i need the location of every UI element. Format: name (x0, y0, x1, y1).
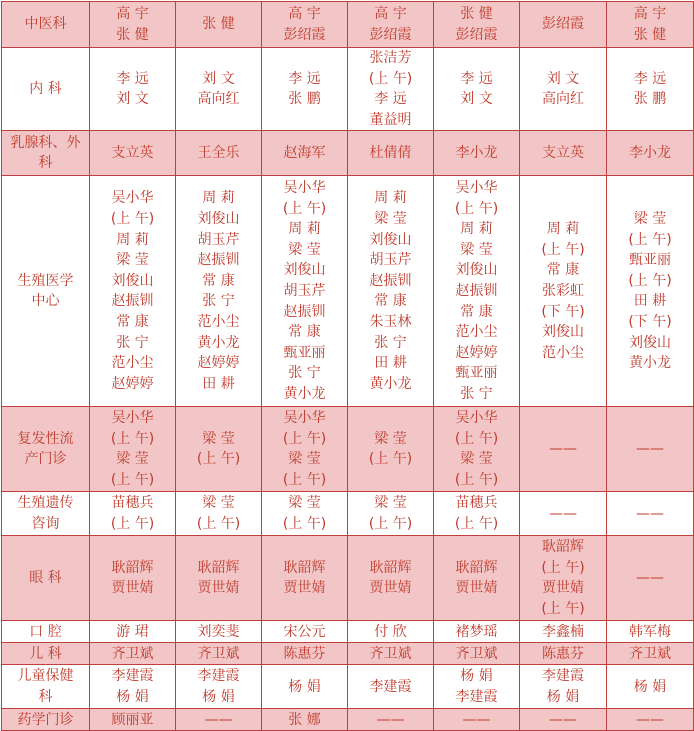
schedule-cell: 周 莉 梁 莹 刘俊山 胡玉芹 赵振钏 常 康 朱玉林 张 宁 田 耕 黄小龙 (348, 176, 434, 407)
dept-label: 口 腔 (2, 621, 90, 643)
table-row (2, 665, 694, 709)
schedule-cell: 耿韶辉 贾世婧 (176, 536, 262, 621)
schedule-cell: —— (520, 492, 607, 536)
schedule-cell: 齐卫斌 (176, 643, 262, 665)
schedule-cell: —— (434, 709, 520, 731)
schedule-cell: 张 健 彭绍霞 (434, 2, 520, 48)
schedule-cell: 苗穗兵 (上 午) (90, 492, 176, 536)
schedule-cell: 高 宇 张 健 (607, 2, 694, 48)
schedule-cell: 齐卫斌 (607, 643, 694, 665)
schedule-cell: 李小龙 (607, 131, 694, 176)
schedule-cell: 高 宇 彭绍霞 (348, 2, 434, 48)
schedule-cell: —— (607, 407, 694, 492)
schedule-cell: 张洁芳 (上 午) 李 远 董益明 (348, 48, 434, 131)
schedule-cell: 杨 娟 李建霞 (434, 665, 520, 709)
schedule-cell: 梁 莹 (上 午) (348, 407, 434, 492)
schedule-cell: 李 远 张 鹏 (262, 48, 348, 131)
schedule-cell: 耿韶辉 贾世婧 (262, 536, 348, 621)
doctor-schedule-table (1, 1, 694, 731)
table-row (2, 643, 694, 665)
schedule-cell: 李 远 刘 文 (90, 48, 176, 131)
schedule-cell: 梁 莹 (上 午) (348, 492, 434, 536)
schedule-cell: 高 宇 张 健 (90, 2, 176, 48)
schedule-cell: 吴小华 (上 午) 梁 莹 (上 午) (262, 407, 348, 492)
dept-label: 儿童保健 科 (2, 665, 90, 709)
schedule-cell: 吴小华 (上 午) 梁 莹 (上 午) (434, 407, 520, 492)
table-row (2, 709, 694, 731)
dept-label: 生殖遗传 咨询 (2, 492, 90, 536)
schedule-cell: 陈惠芬 (262, 643, 348, 665)
schedule-cell: —— (176, 709, 262, 731)
table-row (2, 2, 694, 48)
schedule-cell: 宋公元 (262, 621, 348, 643)
dept-label: 眼 科 (2, 536, 90, 621)
schedule-cell: 刘 文 高向红 (176, 48, 262, 131)
schedule-cell: 付 欣 (348, 621, 434, 643)
schedule-cell: 陈惠芬 (520, 643, 607, 665)
schedule-cell: 褚梦瑶 (434, 621, 520, 643)
schedule-cell: —— (520, 709, 607, 731)
schedule-cell: 苗穗兵 (上 午) (434, 492, 520, 536)
schedule-cell: 周 莉 刘俊山 胡玉芹 赵振钏 常 康 张 宁 范小尘 黄小龙 赵婷婷 田 耕 (176, 176, 262, 407)
schedule-cell: 彭绍霞 (520, 2, 607, 48)
schedule-cell: 杨 娟 (607, 665, 694, 709)
schedule-cell: 齐卫斌 (90, 643, 176, 665)
schedule-cell: 耿韶辉 贾世婧 (434, 536, 520, 621)
table-row (2, 131, 694, 176)
schedule-cell: 王全乐 (176, 131, 262, 176)
table-row (2, 407, 694, 492)
schedule-cell: 李建霞 杨 娟 (520, 665, 607, 709)
table-row (2, 48, 694, 131)
schedule-cell: 梁 莹 (上 午) (176, 407, 262, 492)
schedule-cell: 齐卫斌 (434, 643, 520, 665)
schedule-cell: 高 宇 彭绍霞 (262, 2, 348, 48)
dept-label: 儿 科 (2, 643, 90, 665)
schedule-cell: 杜倩倩 (348, 131, 434, 176)
table-row (2, 176, 694, 407)
schedule-cell: 李小龙 (434, 131, 520, 176)
schedule-cell: 支立英 (520, 131, 607, 176)
schedule-cell: 刘 文 高向红 (520, 48, 607, 131)
schedule-cell: 支立英 (90, 131, 176, 176)
schedule-cell: 吴小华 (上 午) 梁 莹 (上 午) (90, 407, 176, 492)
schedule-cell: 耿韶辉 贾世婧 (348, 536, 434, 621)
schedule-cell: 李建霞 (348, 665, 434, 709)
dept-label: 药学门诊 (2, 709, 90, 731)
schedule-cell: 顾丽亚 (90, 709, 176, 731)
schedule-cell: 张 娜 (262, 709, 348, 731)
schedule-cell: 李 远 刘 文 (434, 48, 520, 131)
schedule-cell: 吴小华 (上 午) 周 莉 梁 莹 刘俊山 胡玉芹 赵振钏 常 康 甄亚丽 张 宁 黄小龙 (262, 176, 348, 407)
schedule-cell: 周 莉 (上 午) 常 康 张彩虹 (下 午) 刘俊山 范小尘 (520, 176, 607, 407)
table-row (2, 492, 694, 536)
dept-label: 复发性流 产门诊 (2, 407, 90, 492)
schedule-cell: 吴小华 (上 午) 周 莉 梁 莹 刘俊山 赵振钏 常 康 张 宁 范小尘 赵婷婷 (90, 176, 176, 407)
schedule-cell: 李 远 张 鹏 (607, 48, 694, 131)
dept-label: 中医科 (2, 2, 90, 48)
schedule-cell: 韩军梅 (607, 621, 694, 643)
schedule-cell: 刘奕斐 (176, 621, 262, 643)
dept-label: 内 科 (2, 48, 90, 131)
table-row (2, 536, 694, 621)
schedule-cell: —— (607, 709, 694, 731)
schedule-cell: —— (607, 492, 694, 536)
schedule-cell: 李建霞 杨 娟 (90, 665, 176, 709)
dept-label: 生殖医学 中心 (2, 176, 90, 407)
table-row (2, 621, 694, 643)
schedule-cell: 张 健 (176, 2, 262, 48)
schedule-cell: 李建霞 杨 娟 (176, 665, 262, 709)
schedule-cell: —— (520, 407, 607, 492)
schedule-cell: 赵海军 (262, 131, 348, 176)
schedule-cell: 吴小华 (上 午) 周 莉 梁 莹 刘俊山 赵振钏 常 康 范小尘 赵婷婷 甄亚丽 张 宁 (434, 176, 520, 407)
schedule-cell: 耿韶辉 (上 午) 贾世婧 (上 午) (520, 536, 607, 621)
schedule-cell: 李鑫楠 (520, 621, 607, 643)
schedule-cell: 耿韶辉 贾世婧 (90, 536, 176, 621)
schedule-cell: 梁 莹 (上 午) (176, 492, 262, 536)
schedule-cell: 齐卫斌 (348, 643, 434, 665)
dept-label: 乳腺科、外 科 (2, 131, 90, 176)
schedule-cell: 游 珺 (90, 621, 176, 643)
schedule-cell: —— (348, 709, 434, 731)
schedule-cell: —— (607, 536, 694, 621)
schedule-cell: 梁 莹 (上 午) (262, 492, 348, 536)
schedule-cell: 梁 莹 (上 午) 甄亚丽 (上 午) 田 耕 (下 午) 刘俊山 黄小龙 (607, 176, 694, 407)
schedule-cell: 杨 娟 (262, 665, 348, 709)
